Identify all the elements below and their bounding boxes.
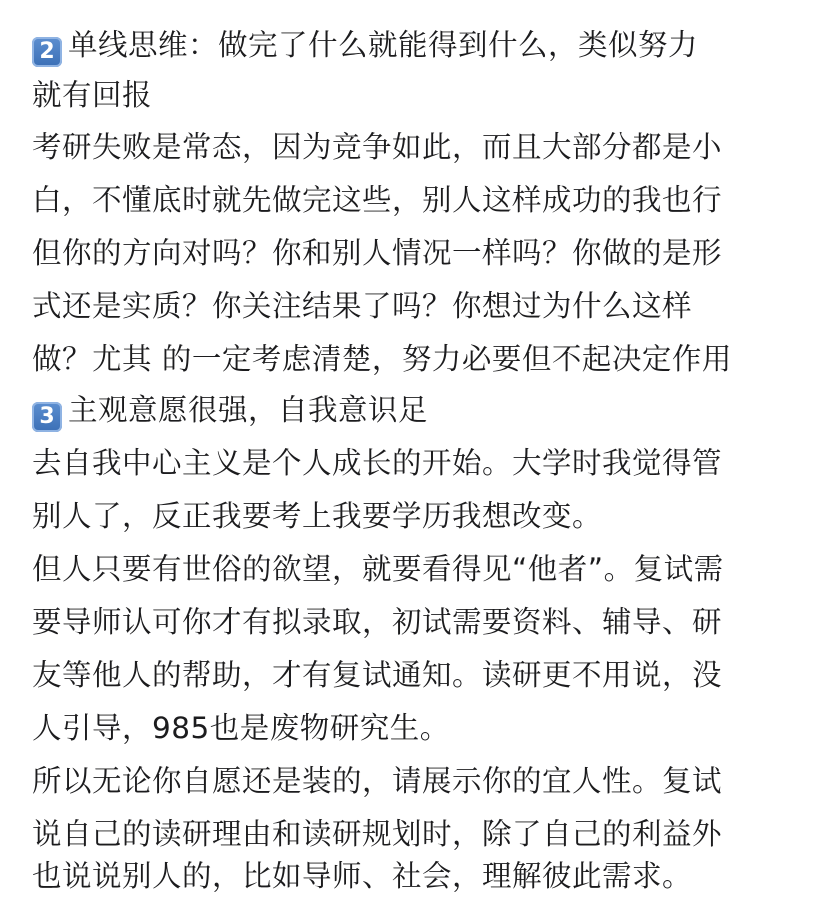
section-3-heading: [32, 387, 428, 433]
section-3-body-line: 说自己的读研理由和读研规划时，除了自己的利益外: [32, 817, 723, 851]
section-3-body-line: 但人只要有世俗的欲望，就要看得见“他者”。复试需: [32, 552, 724, 586]
section-2-body-line: 白，不懂底时就先做完这些，别人这样成功的我也行: [32, 183, 723, 217]
section-2-body-line: 式还是实质？你关注结果了吗？你想过为什么这样: [32, 289, 693, 323]
section-2-body-line: 但你的方向对吗？你和别人情况一样吗？你做的是形: [32, 236, 723, 270]
section-3-body-line: 要导师认可你才有拟录取，初试需要资料、辅导、研: [32, 605, 723, 639]
section-3-body-line: 人引导，985也是废物研究生。: [32, 711, 450, 745]
keycap-digit-2-icon: 2: [32, 37, 62, 67]
section-3-body-line: 所以无论你自愿还是装的，请展示你的宜人性。复试: [32, 764, 723, 798]
section-2-heading-text: 单线思维：做完了什么就能得到什么，类似努力: [68, 28, 699, 62]
keycap-digit-3-icon: 3: [32, 402, 62, 432]
section-2-heading-continued: 就有回报: [32, 78, 153, 112]
section-3-body-line: 友等他人的帮助，才有复试通知。读研更不用说，没: [32, 658, 723, 692]
section-3-body-line: 去自我中心主义是个人成长的开始。大学时我觉得管: [32, 446, 723, 480]
section-3-body-line: 也说说别人的，比如导师、社会，理解彼此需求。: [32, 859, 693, 893]
section-2-heading: [32, 22, 698, 68]
section-2-body-line: 考研失败是常态，因为竞争如此，而且大部分都是小: [32, 130, 723, 164]
section-3-heading-text: 主观意愿很强，自我意识足: [68, 393, 429, 427]
section-2-body-line: 做？尤其 的一定考虑清楚，努力必要但不起决定作用: [32, 342, 732, 376]
section-3-body-line: 别人了，反正我要考上我要学历我想改变。: [32, 499, 603, 533]
